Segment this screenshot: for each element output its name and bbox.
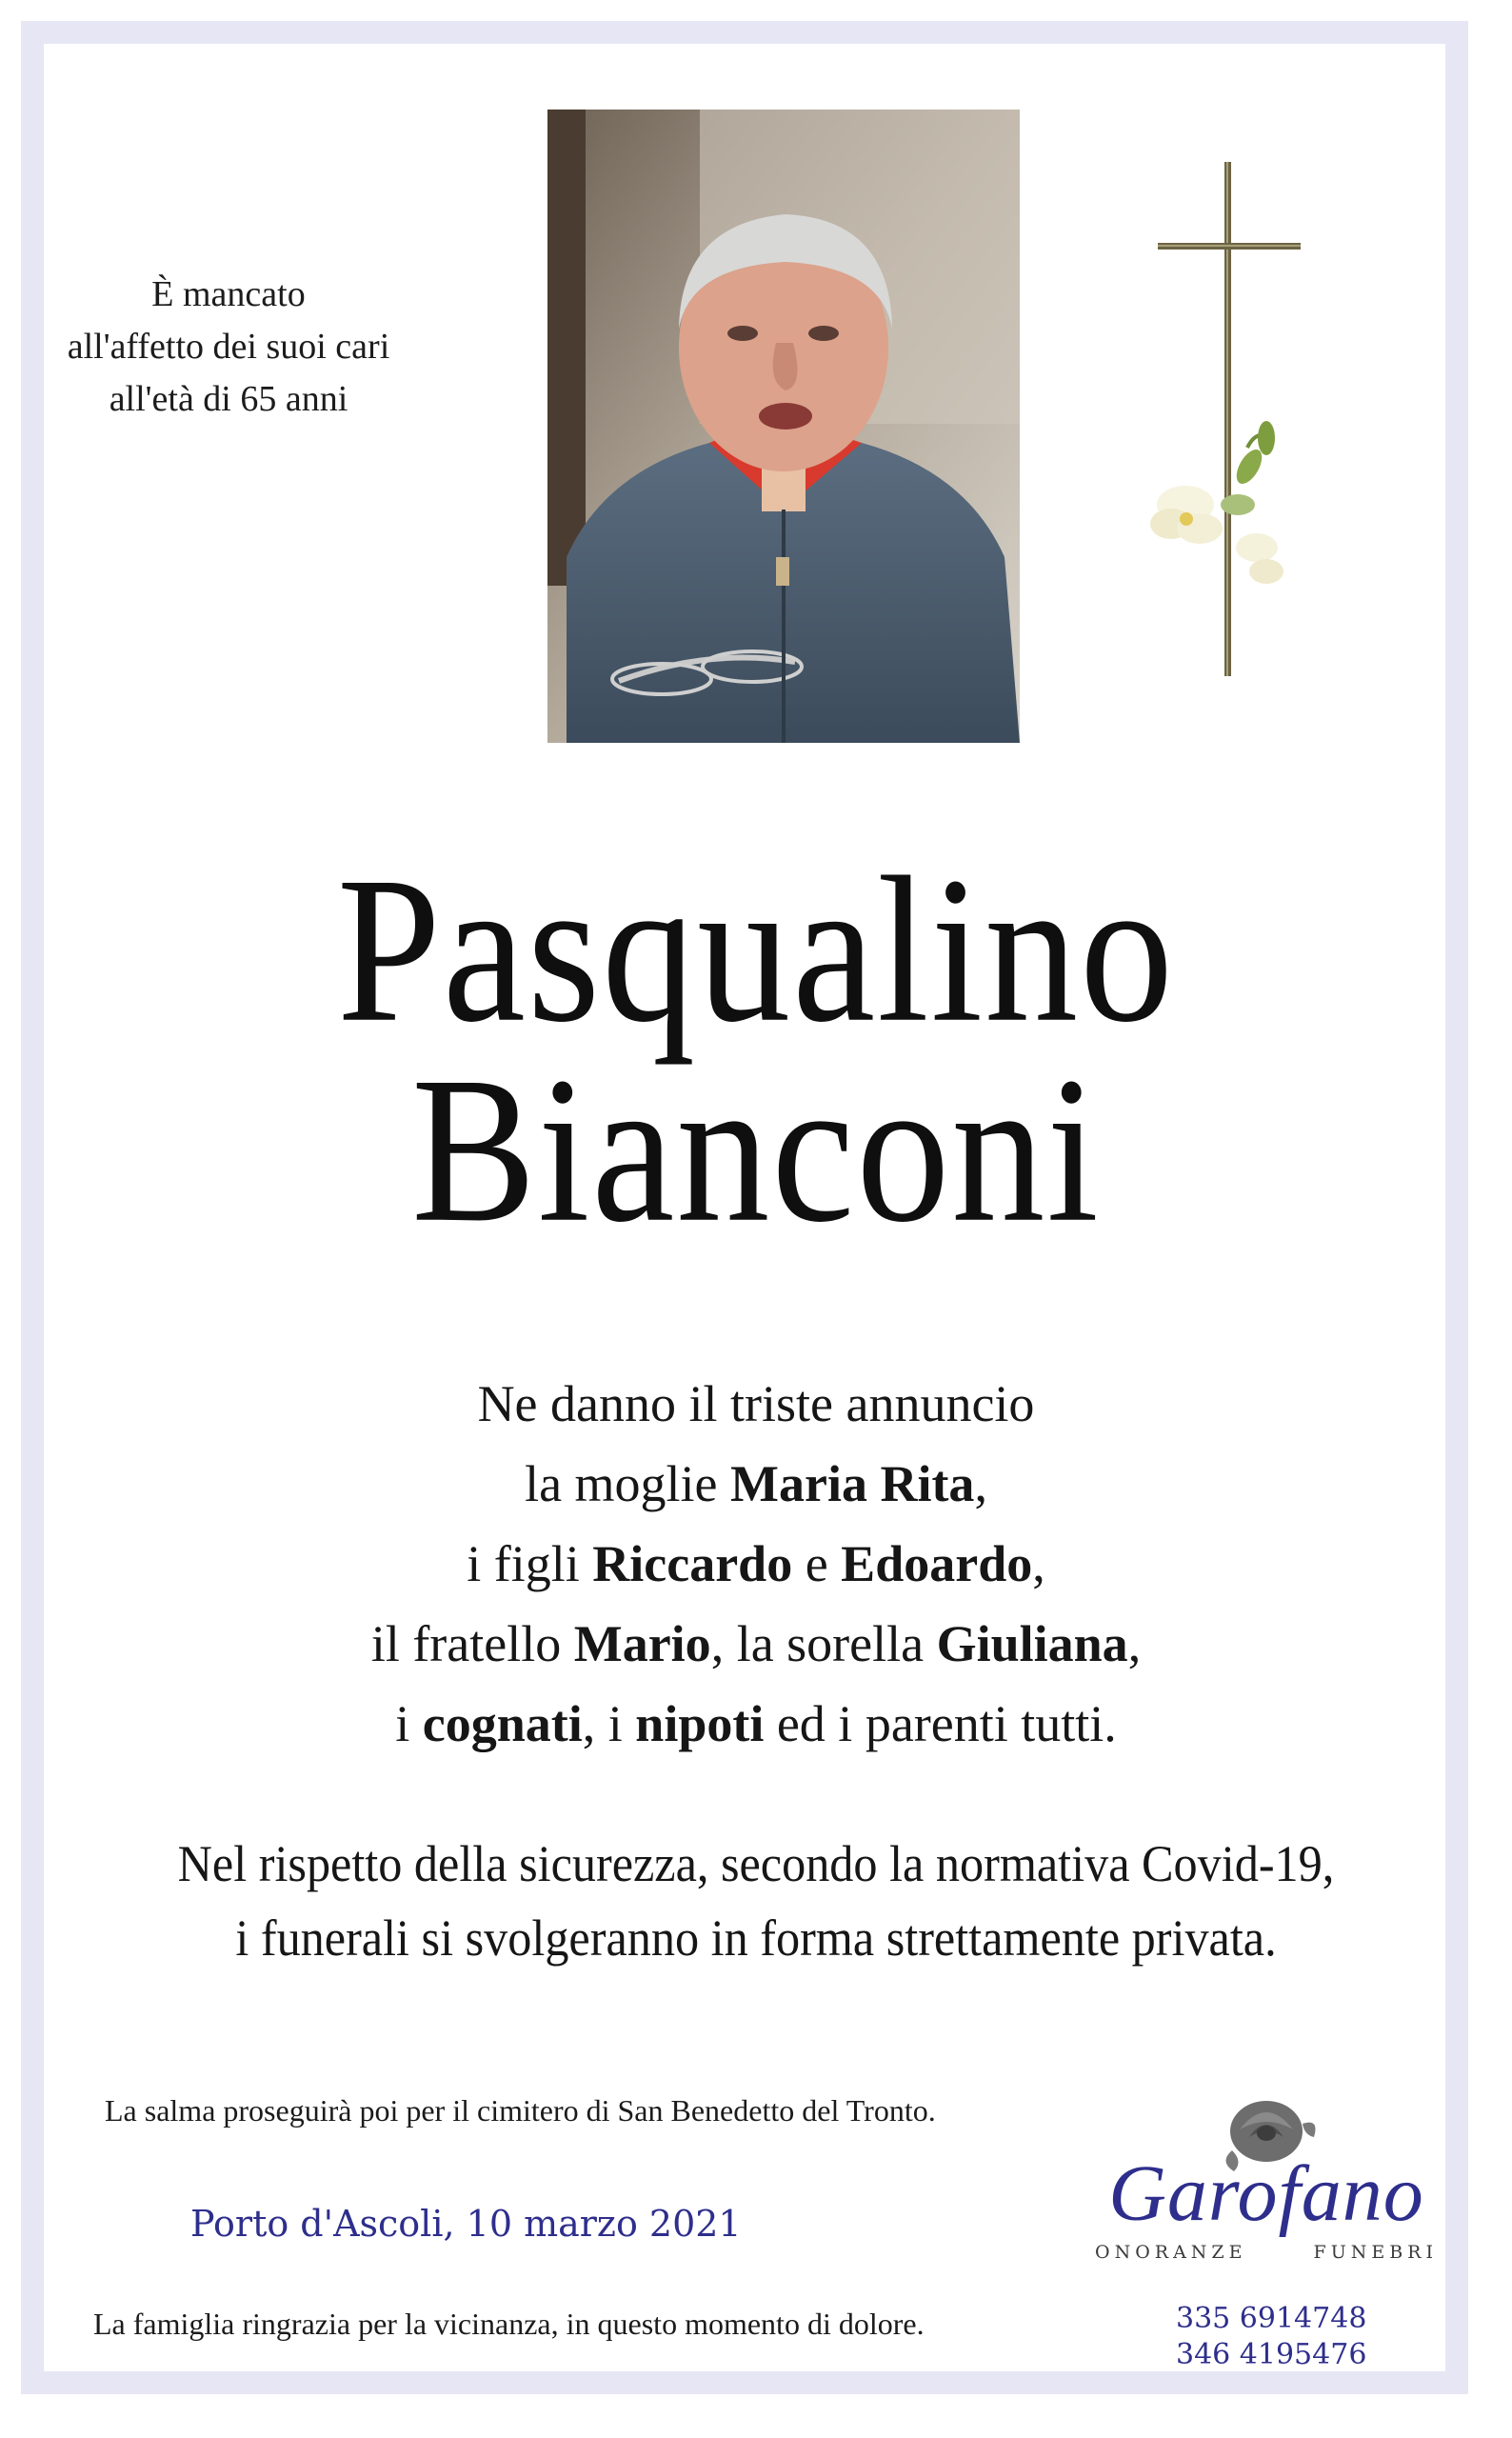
text-fragment: ed i parenti tutti. xyxy=(764,1695,1117,1752)
text-fragment: , xyxy=(1127,1615,1142,1672)
son-name: Edoardo xyxy=(841,1535,1033,1592)
funeral-home-subtitle xyxy=(1095,2242,1438,2263)
son-name: Riccardo xyxy=(592,1535,793,1592)
announcement-line: Ne danno il triste annuncio xyxy=(477,1375,1035,1432)
cross-with-flower xyxy=(1143,152,1314,686)
intro-text xyxy=(67,269,390,426)
text-fragment: , la sorella xyxy=(710,1615,937,1672)
cross-icon xyxy=(1143,152,1314,686)
intro-line: all'affetto dei suoi cari xyxy=(67,327,390,367)
deceased-first-name: Pasqualino xyxy=(336,833,1176,1066)
announcement xyxy=(190,1364,1322,1764)
portrait-photo xyxy=(547,110,1020,743)
portrait-illustration xyxy=(547,110,1020,743)
subtitle-left: ONORANZE xyxy=(1095,2242,1247,2263)
phone-number: 335 6914748 xyxy=(1176,2302,1367,2335)
covid-line: Nel rispetto della sicurezza, secondo la normativa Covid-19, xyxy=(177,1835,1335,1892)
text-fragment: , xyxy=(974,1455,987,1512)
text-fragment: il fratello xyxy=(370,1615,574,1672)
wife-name: Maria Rita xyxy=(730,1455,975,1512)
relatives-nipoti: nipoti xyxy=(635,1695,765,1752)
text-fragment: , i xyxy=(582,1695,636,1752)
announcement-line xyxy=(190,1444,1322,1524)
sister-name: Giuliana xyxy=(936,1615,1128,1672)
announcement-line xyxy=(190,1684,1322,1764)
relatives-cognati: cognati xyxy=(422,1695,583,1752)
text-fragment: i xyxy=(395,1695,423,1752)
brother-name: Mario xyxy=(573,1615,711,1672)
phone-numbers xyxy=(1176,2301,1385,2373)
place-date: Porto d'Ascoli, 10 marzo 2021 xyxy=(190,2203,742,2245)
phone-number: 346 4195476 xyxy=(1176,2338,1367,2371)
funeral-home-name: Garofano xyxy=(1108,2149,1424,2238)
covid-line: i funerali si svolgeranno in forma strettamente privata. xyxy=(235,1909,1277,1967)
covid-notice xyxy=(86,1827,1426,1975)
thanks-note: La famiglia ringrazia per la vicinanza, in questo momento di dolore. xyxy=(93,2307,925,2341)
intro-line: È mancato xyxy=(151,274,306,314)
text-fragment: i figli xyxy=(467,1535,593,1592)
text-fragment: , xyxy=(1032,1535,1045,1592)
intro-line: all'età di 65 anni xyxy=(109,379,348,419)
announcement-line xyxy=(190,1524,1322,1604)
announcement-line xyxy=(190,1604,1322,1684)
burial-note: La salma proseguirà poi per il cimitero di San Benedetto del Tronto. xyxy=(105,2093,936,2128)
lily-flower-icon xyxy=(1150,421,1283,584)
deceased-last-name: Bianconi xyxy=(411,1033,1101,1266)
text-fragment: la moglie xyxy=(525,1455,731,1512)
subtitle-right: FUNEBRI xyxy=(1313,2242,1438,2263)
text-fragment: e xyxy=(792,1535,842,1592)
